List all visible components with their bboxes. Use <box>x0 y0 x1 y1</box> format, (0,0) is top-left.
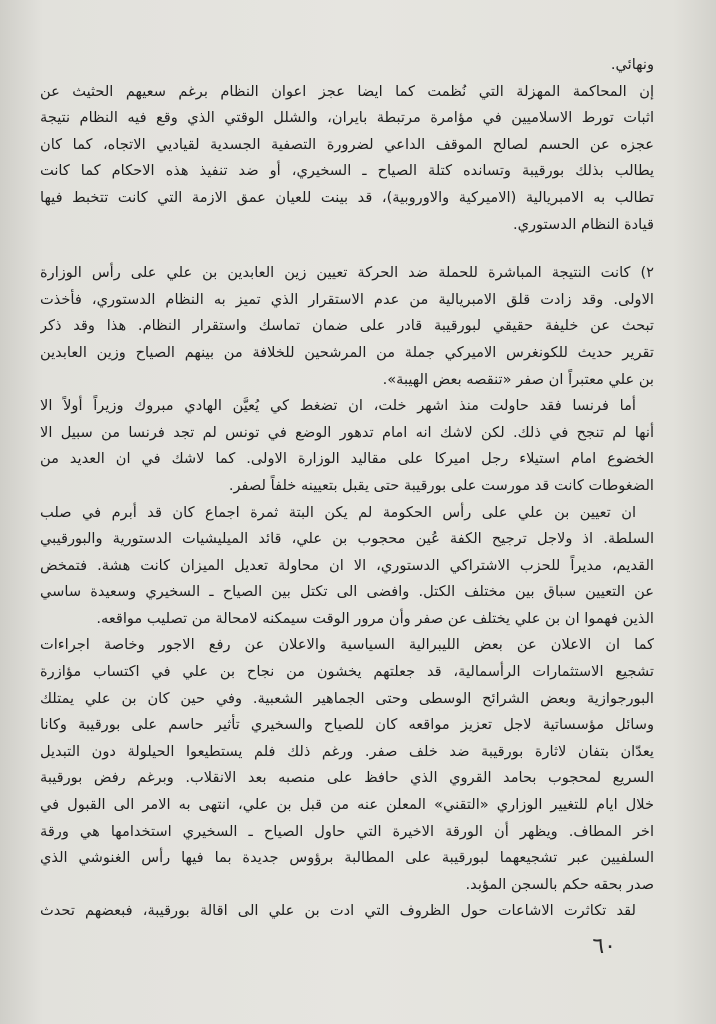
text-line: اثبات تورط الاسلاميين في مؤامرة مرتبطة بايران، والشلل الوقتي الذي وقع فيه النظام نتيجة <box>40 109 654 127</box>
paragraph-4 <box>40 500 654 633</box>
text-line: خلال ايام للتغيير الوزاري «التقني» المعلن عنه من قبل بن علي، انتهى به الامر الى القبول في <box>40 796 654 814</box>
text-line: وسائل مؤسساتية لاجل تعزيز مواقعه كان للصياح والسخيري تأثير حاسم على بورقيبة وكانا <box>40 716 654 734</box>
text-line: تبحث عن خليفة حقيقي لبورقيبة قادر على ضمان تماسك واستقرار النظام. هذا وقد ذكر <box>40 317 654 335</box>
text-line: اخر المطاف. ويظهر أن الورقة الاخيرة التي حاول الصياح ـ السخيري استخدامها هي ورقة <box>40 822 654 840</box>
paragraph-5 <box>40 632 654 898</box>
text-line: قيادة النظام الدستوري. <box>512 215 654 233</box>
text-line: الذين فهموا ان بن علي يختلف عن صفر وأن مرور الوقت سيمكنه لامحالة من تصليب مواقعه. <box>96 609 654 627</box>
text-line: البورجوازية وبعض الشرائح الوسطى وحتى الجماهير الشعبية. وفي حين كان بن علي يمتلك <box>40 689 654 707</box>
page-body-text <box>40 52 654 925</box>
text-line: يطالب بذلك بورقيبة وتسانده كتلة الصياح ـ السخيري، أو ضد تنفيذ هذه الاحكام كما كانت <box>40 162 654 180</box>
text-line: السلطة. اذ ولاجل ترجيح الكفة عُين محجوب بن علي، قائد الميليشيات الدستورية والبورقيبي <box>40 530 654 548</box>
text-line: عن التعيين سباق بين مختلف الكتل. وافضى الى تكتل بين الصياح ـ السخيري وسعيدة ساسي <box>40 583 654 601</box>
paragraph-2 <box>40 260 654 393</box>
page-number: ٦٠ <box>592 934 616 959</box>
paragraph-6 <box>40 898 654 925</box>
text-line: القديم، مديراً للحزب الاشتراكي الدستوري، الا ان محاولة تعديل الميزان كانت هشة. فتمخض <box>40 556 654 574</box>
text-line: تشجيع الاستثمارات الرأسمالية، قد جعلتهم يخشون من نجاح بن علي في اكتساب مؤازرة <box>40 663 654 681</box>
text-line: الاولى. وقد زادت قلق الامبريالية من عدم الاستقرار الذي تميز به النظام الدستوري، فأخذت <box>40 290 654 308</box>
text-line: كما ان الاعلان عن بعض الليبرالية السياسية والاعلان عن رفع الاجور وخاصة اجراءات <box>40 636 654 654</box>
paragraph-1 <box>40 79 654 239</box>
intro-line: ونهائي. <box>610 56 654 73</box>
text-line: تقرير حديث للكونغرس الاميركي جملة من المرشحين للخلافة من بينهم الصياح وزين العابدين <box>40 343 654 361</box>
text-line: ان تعيين بن علي على رأس الحكومة لم يكن البتة ثمرة اجماع كان قد أبرم في صلب <box>40 503 636 521</box>
text-line: إن المحاكمة المهزلة التي نُظمت كما ايضا عجز اعوان النظام برغم سعيهم الحثيث عن <box>40 82 654 100</box>
paragraph-3 <box>40 393 654 499</box>
text-line: صدر بحقه حكم بالسجن المؤبد. <box>465 875 654 893</box>
paragraph-gap <box>40 238 654 260</box>
text-line: أما فرنسا فقد حاولت منذ اشهر خلت، ان تضغط كي يُعيَّن الهادي مبروك وزيراً أولاً الا <box>40 397 636 415</box>
text-line: السلفيين عبر تشجيعهما لبورقيبة على المطالبة برؤوس جديدة بما فيها رأس الغنوشي الذي <box>40 849 654 867</box>
text-line: الخضوع امام استيلاء رجل اميركا على مقاليد الوزارة الاولى. كما لاشك في ان العديد من <box>40 450 654 468</box>
text-line: الضغوطات كانت قد مورست على بورقيبة حتى يقبل بتعيينه خلفاً لصفر. <box>228 476 654 494</box>
text-line: أنها لم تنجح في ذلك. لكن لاشك انه امام تدهور الوضع في تونس لم تجد فرنسا من سبيل الا <box>40 423 654 441</box>
text-line: تطالب به الامبريالية (الاميركية والاوروبية)، قد بينت للعيان عمق الازمة التي كانت تتخبط فيها <box>40 188 654 206</box>
text-line: السريع لمحجوب بحامد القروي الذي حافظ على منصبه بعد الانقلاب. وبرغم رفض بورقيبة <box>40 769 654 787</box>
text-line: يعدّان بتفان لاثارة بورقيبة ضد خلف صفر. ورغم ذلك فلم يستطيعوا الحيلولة دون التبديل <box>40 742 654 760</box>
text-line: ٢) كانت النتيجة المباشرة للحملة ضد الحركة تعيين زين العابدين بن علي على رأس الوزارة <box>40 264 654 282</box>
text-line: لقد تكاثرت الاشاعات حول الظروف التي ادت بن علي الى اقالة بورقيبة، فبعضهم تحدث <box>40 902 636 920</box>
text-line: بن علي معتبراً ان صفر «تنقصه بعض الهيبة». <box>382 370 654 388</box>
text-line: عجزه عن الحسم لصالح الموقف الداعي لضرورة التصفية الجسدية لقياديي الاتجاه، كما كان <box>40 135 654 153</box>
